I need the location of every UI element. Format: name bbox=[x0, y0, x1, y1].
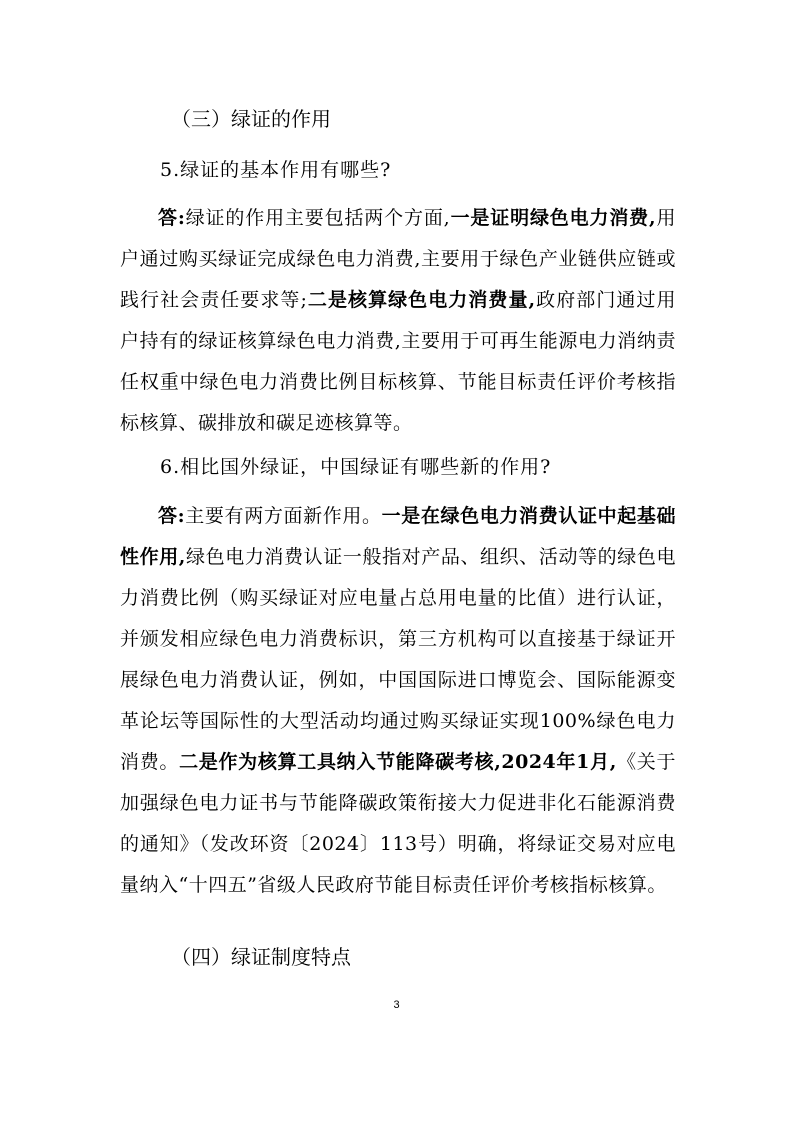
answer-date: 2024年1月, bbox=[501, 751, 617, 773]
answer-6 bbox=[120, 496, 676, 906]
answer-text: 政府部门通过用户持有的绿证核算绿色电力消费,主要用于可再生能源电力消纳责任权重中绿色电力消费比例目标核算、节能目标责任评价考核指标核算、碳排放和碳足迹核算等。 bbox=[120, 289, 676, 434]
answer-emphasis: 一是在绿色电力消费认证中起基础性作用, bbox=[120, 505, 676, 568]
answer-text: 《关于加强绿色电力证书与节能降碳政策衔接大力促进非化石能源消费的通知》（发改环资〔2024〕113号）明确，将绿证交易对应电量纳入“十四五”省级人民政府节能目标责任评价考核指标核算。 bbox=[120, 751, 676, 896]
answer-5 bbox=[120, 198, 676, 444]
answer-text: 绿证的作用主要包括两个方面, bbox=[185, 207, 451, 229]
answer-label: 答: bbox=[158, 505, 186, 527]
question-5: 5.绿证的基本作用有哪些? bbox=[160, 159, 392, 181]
answer-emphasis: 一是证明绿色电力消费, bbox=[450, 207, 657, 229]
answer-emphasis: 二是核算绿色电力消费量, bbox=[307, 289, 536, 311]
answer-text: 用户通过购买绿证完成绿色电力消费,主要用于绿色产业链供应链或践行社会责任要求等; bbox=[120, 207, 676, 311]
page-number: 3 bbox=[393, 999, 400, 1011]
answer-text: 主要有两方面新作用。 bbox=[185, 505, 382, 527]
answer-text: 绿色电力消费认证一般指对产品、组织、活动等的绿色电力消费比例（购买绿证对应电量占总用电量的比值）进行认证，并颁发相应绿色电力消费标识，第三方机构可以直接基于绿证开展绿色电力消费认证，例如，中国国际进口博览会、国际能源变革论坛等国际性的大型活动均通过购买绿证实现100%绿色电力消费。 bbox=[120, 546, 676, 773]
section-heading-3: （三）绿证的作用 bbox=[171, 107, 331, 131]
question-6: 6.相比国外绿证，中国绿证有哪些新的作用? bbox=[160, 456, 552, 478]
answer-emphasis: 二是作为核算工具纳入节能降碳考核, bbox=[179, 751, 502, 773]
answer-label: 答: bbox=[158, 207, 186, 229]
section-heading-4: （四）绿证制度特点 bbox=[171, 945, 351, 969]
